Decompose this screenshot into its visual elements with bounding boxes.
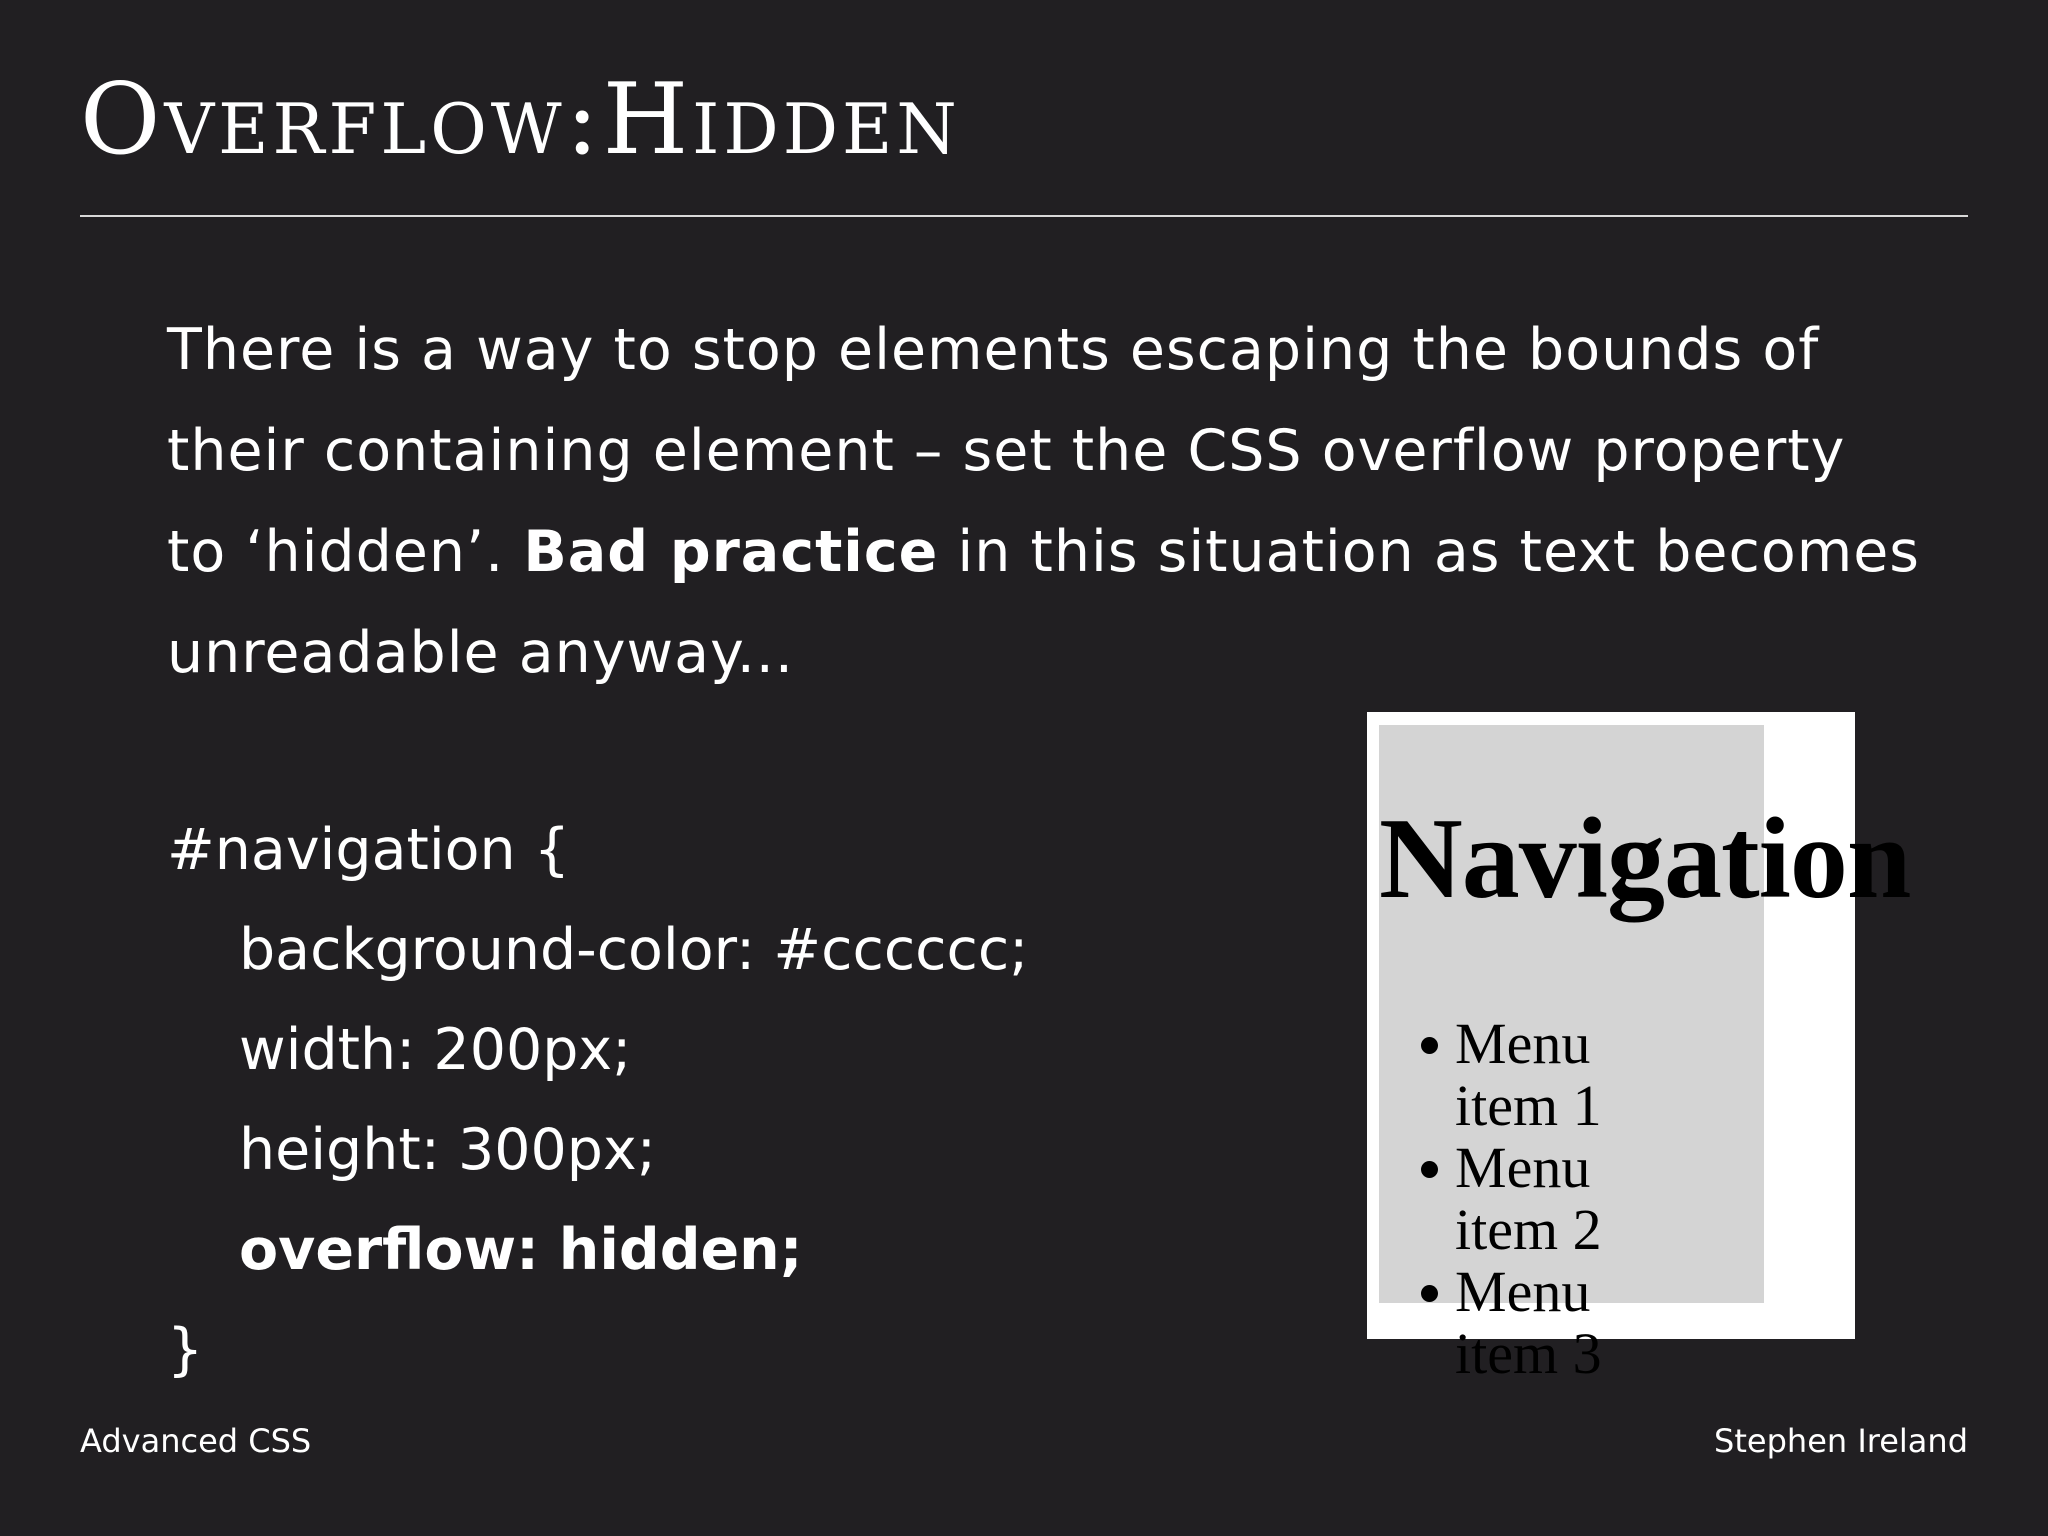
code-overflow: overflow: hidden; [239, 1217, 803, 1283]
navigation-box [1379, 725, 1911, 1386]
css-code-block [167, 800, 1028, 1400]
code-background-color: background-color: #cccccc; [239, 917, 1029, 983]
footer-course: Advanced CSS [80, 1422, 312, 1460]
menu-item [1379, 1137, 1685, 1261]
menu-item [1379, 1013, 1685, 1137]
code-width: width: 200px; [239, 1017, 632, 1083]
bullet-icon [1421, 1037, 1438, 1054]
menu-item-label: Menu item 3 [1455, 1259, 1602, 1386]
overflow-demo-screenshot [1367, 712, 1911, 1386]
title-divider [80, 215, 1968, 217]
body-line-3 [167, 502, 1927, 603]
body-line-3-prefix: to ‘hidden’. [167, 519, 524, 585]
menu-item-label: Menu item 2 [1455, 1135, 1602, 1262]
body-line-4: unreadable anyway... [167, 620, 795, 686]
menu-item [1379, 1261, 1685, 1385]
bullet-icon [1421, 1161, 1438, 1178]
menu-item-label: Menu item 1 [1455, 1011, 1602, 1138]
footer-author: Stephen Ireland [1714, 1422, 1968, 1460]
code-height: height: 300px; [239, 1117, 656, 1183]
code-selector: #navigation { [167, 817, 571, 883]
slide-title: Overflow:Hidden [80, 63, 961, 177]
body-line-2: their containing element – set the CSS overflow property [167, 418, 1846, 484]
menu-list [1379, 1013, 1764, 1385]
bullet-icon [1421, 1285, 1438, 1302]
body-line-1: There is a way to stop elements escaping the bounds of [167, 317, 1820, 383]
slide-body [167, 300, 1927, 704]
navigation-heading: Navigation [1379, 795, 1911, 923]
code-close-brace: } [167, 1317, 204, 1383]
bad-practice-emphasis: Bad practice [523, 519, 939, 585]
body-line-3-rest: in this situation as text becomes [957, 519, 1920, 585]
